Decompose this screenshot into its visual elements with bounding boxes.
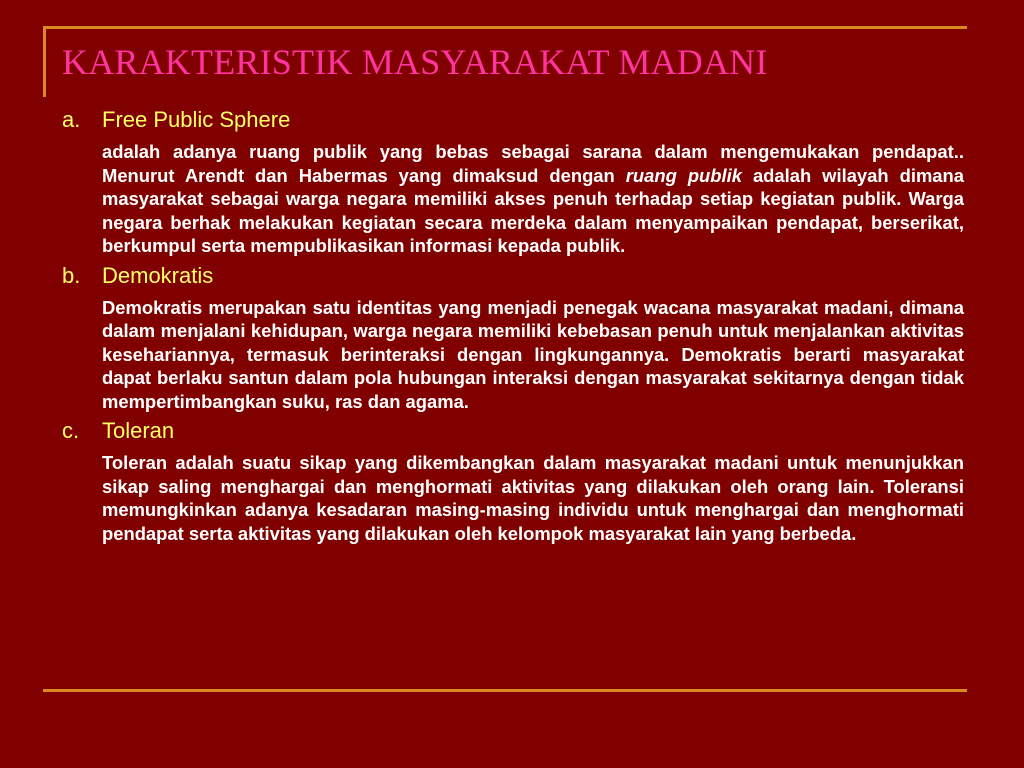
section-title: Toleran [102, 418, 175, 443]
section-title: Demokratis [102, 262, 214, 288]
section-letter: b. [62, 262, 81, 288]
section-letter: c. [62, 418, 80, 443]
section-letter: a. [62, 107, 81, 132]
slide-content [62, 106, 964, 549]
body-text: adalah adanya ruang publik yang bebas sebagai sarana dalam mengemukakan pendapat.. Menurut Arendt dan Habermas yang dimaksud dengan [102, 141, 964, 186]
slide-title: KARAKTERISTIK MASYARAKAT MADANI [62, 42, 768, 82]
section-heading-free-public-sphere [62, 106, 964, 134]
section-heading-demokratis [62, 262, 964, 290]
section-body-toleran: Toleran adalah suatu sikap yang dikembangkan dalam masyarakat madani untuk menunjukkan sikap saling menghargai dan menghormati aktivitas yang dilakukan oleh orang lain. Toleransi memungkinkan adanya kesadaran masing-masing individu untuk menghargai dan menghormati pendapat serta aktivitas yang dilakukan oleh kelompok masyarakat lain yang berbeda. [102, 452, 964, 544]
left-rule [43, 27, 46, 97]
section-body-free-public-sphere [102, 140, 964, 258]
body-text: adalah wilayah dimana masyarakat sebagai warga negara memiliki akses penuh terhadap setiap kegiatan publik. Warga negara berhak melakukan kegiatan secara merdeka dalam menyampaikan pendapat, berserikat, berkumpul serta mempublikasikan informasi kepada publik. [102, 164, 964, 256]
section-title: Free Public Sphere [102, 107, 291, 132]
top-rule [43, 26, 967, 29]
section-heading-toleran [62, 417, 964, 445]
bottom-rule [43, 689, 967, 692]
body-text-italic: ruang publik [625, 164, 742, 186]
section-body-demokratis: Demokratis merupakan satu identitas yang menjadi penegak wacana masyarakat madani, dimana dalam menjalani kehidupan, warga negara memiliki kebebasan penuh untuk menjalankan aktivitas kesehariannya, termasuk berinteraksi dengan lingkungannya. Demokratis berarti masyarakat dapat berlaku santun dalam pola hubungan interaksi dengan masyarakat sekitarnya dengan tidak mempertimbangkan suku, ras dan agama. [102, 296, 964, 412]
